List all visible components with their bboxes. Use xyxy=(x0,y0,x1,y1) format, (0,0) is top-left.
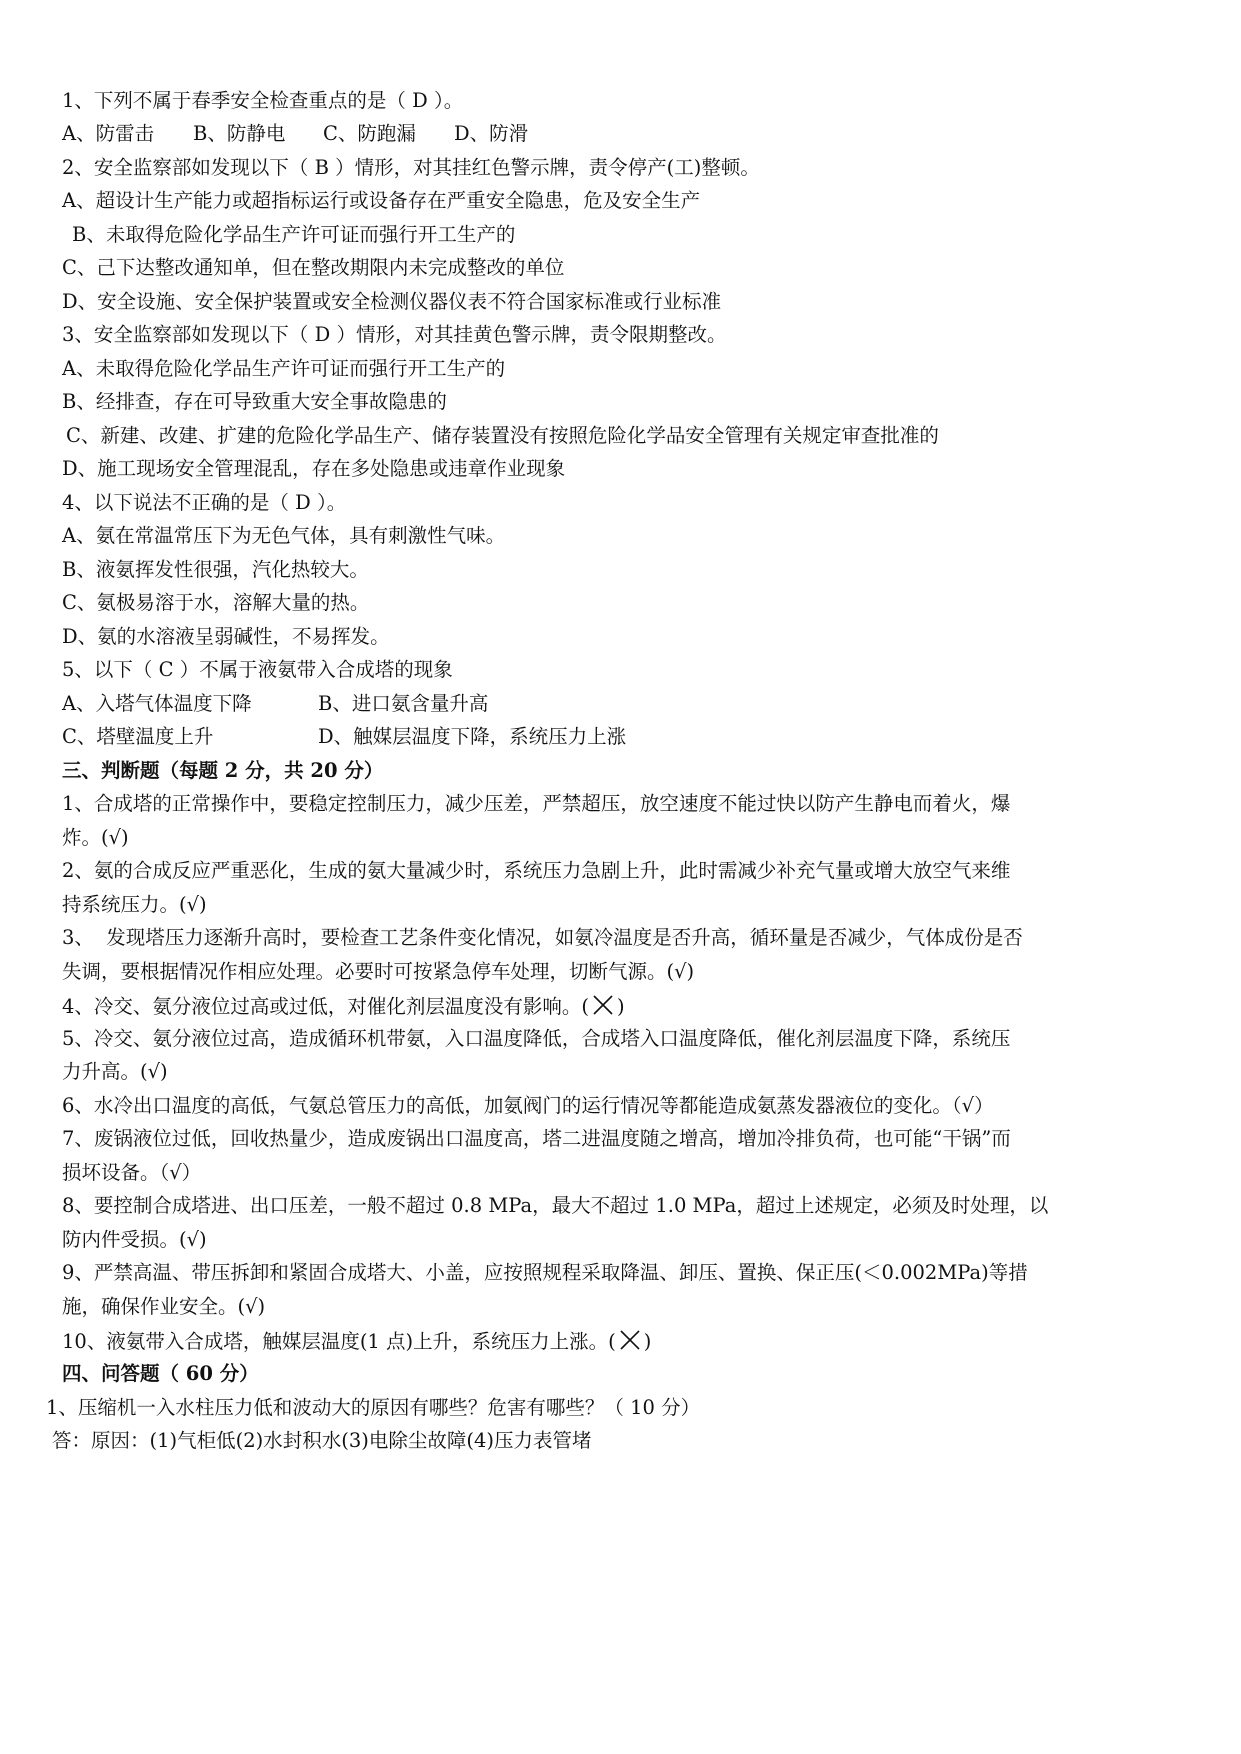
q5-option-d: D、触媒层温度下降，系统压力上涨 xyxy=(318,725,627,748)
tf4-line xyxy=(62,993,625,1019)
q2-question: 2、安全监察部如发现以下（ B ）情形，对其挂红色警示牌，责令停产(工)整顿。 xyxy=(62,156,760,179)
q1-option-b: B、防静电 xyxy=(193,122,286,145)
q1-option-c: C、防跑漏 xyxy=(323,122,416,145)
q4-option-b: B、液氨挥发性很强，汽化热较大。 xyxy=(62,558,369,581)
tf3-line2: 失调，要根据情况作相应处理。必要时可按紧急停车处理，切断气源。(√) xyxy=(62,960,695,983)
tf4-text: 4、冷交、氨分液位过高或过低，对催化剂层温度没有影响。( xyxy=(62,995,590,1018)
q3-question: 3、安全监察部如发现以下（ D ）情形，对其挂黄色警示牌，责令限期整改。 xyxy=(62,323,727,346)
tf7-line1: 7、废锅液位过低，回收热量少，造成废锅出口温度高，塔二进温度随之增高，增加冷排负荷，也可能“干锅”而 xyxy=(62,1127,1011,1150)
tf10-close-paren: ) xyxy=(643,1330,652,1353)
q5-question: 5、以下（ C ）不属于液氨带入合成塔的现象 xyxy=(62,658,453,681)
cross-mark-icon xyxy=(591,993,615,1017)
tf6-line: 6、水冷出口温度的高低，气氨总管压力的高低，加氨阀门的运行情况等都能造成氨蒸发器液位的变化。（√） xyxy=(62,1094,994,1117)
tf10-line xyxy=(62,1328,651,1354)
q1-option-d: D、防滑 xyxy=(454,122,529,145)
q2-option-c: C、己下达整改通知单，但在整改期限内未完成整改的单位 xyxy=(62,256,565,279)
tf9-line2: 施，确保作业安全。(√) xyxy=(62,1295,266,1318)
section4-heading: 四、问答题（ 60 分） xyxy=(62,1362,259,1385)
q4-question: 4、以下说法不正确的是（ D ）。 xyxy=(62,491,347,514)
q3-option-d: D、施工现场安全管理混乱，存在多处隐患或违章作业现象 xyxy=(62,457,566,480)
q5-option-b: B、进口氨含量升高 xyxy=(318,692,489,715)
q4-option-a: A、氨在常温常压下为无色气体，具有刺激性气味。 xyxy=(62,524,506,547)
tf2-line2: 持系统压力。(√) xyxy=(62,893,207,916)
tf4-close-paren: ) xyxy=(617,995,625,1018)
q2-option-b: B、未取得危险化学品生产许可证而强行开工生产的 xyxy=(72,223,516,246)
q1-question: 1、下列不属于春季安全检查重点的是（ D ）。 xyxy=(62,89,464,112)
q2-option-a: A、超设计生产能力或超指标运行或设备存在严重安全隐患，危及安全生产 xyxy=(62,189,701,212)
q3-option-b: B、经排查，存在可导致重大安全事故隐患的 xyxy=(62,390,447,413)
q1-option-a: A、防雷击 xyxy=(62,122,155,145)
tf8-line2: 防内件受损。(√) xyxy=(62,1228,207,1251)
tf10-text: 10、液氨带入合成塔，触媒层温度(1 点)上升，系统压力上涨。( xyxy=(62,1330,616,1353)
qa1-answer: 答：原因：(1)气柜低(2)水封积水(3)电除尘故障(4)压力表管堵 xyxy=(52,1429,592,1452)
tf5-line2: 力升高。(√) xyxy=(62,1060,168,1083)
tf3-line1: 3、 发现塔压力逐渐升高时，要检查工艺条件变化情况，如氨冷温度是否升高，循环量是否减少，气体成份是否 xyxy=(62,926,1023,949)
q3-option-a: A、未取得危险化学品生产许可证而强行开工生产的 xyxy=(62,357,506,380)
q5-option-c: C、塔壁温度上升 xyxy=(62,725,214,748)
tf9-line1: 9、严禁高温、带压拆卸和紧固合成塔大、小盖，应按照规程采取降温、卸压、置换、保正压(＜0.002MPa)等措 xyxy=(62,1261,1028,1284)
tf1-line1: 1、合成塔的正常操作中，要稳定控制压力，减少压差，严禁超压，放空速度不能过快以防产生静电而着火，爆 xyxy=(62,792,1011,815)
section3-heading: 三、判断题（每题 2 分，共 20 分） xyxy=(62,759,384,782)
cross-mark-icon xyxy=(618,1328,642,1352)
tf8-line1: 8、要控制合成塔进、出口压差，一般不超过 0.8 MPa，最大不超过 1.0 MPa，超过上述规定，必须及时处理，以 xyxy=(62,1194,1049,1217)
q4-option-d: D、氨的水溶液呈弱碱性，不易挥发。 xyxy=(62,625,390,648)
tf2-line1: 2、氨的合成反应严重恶化，生成的氨大量减少时，系统压力急剧上升，此时需减少补充气量或增大放空气来维 xyxy=(62,859,1011,882)
q5-option-a: A、入塔气体温度下降 xyxy=(62,692,252,715)
q4-option-c: C、氨极易溶于水，溶解大量的热。 xyxy=(62,591,370,614)
qa1-question: 1、压缩机一入水柱压力低和波动大的原因有哪些？危害有哪些？（ 10 分） xyxy=(46,1396,701,1419)
tf5-line1: 5、冷交、氨分液位过高，造成循环机带氨，入口温度降低，合成塔入口温度降低，催化剂层温度下降，系统压 xyxy=(62,1027,1011,1050)
tf1-line2: 炸。(√) xyxy=(62,826,129,849)
q3-option-c: C、新建、改建、扩建的危险化学品生产、储存装置没有按照危险化学品安全管理有关规定审查批准的 xyxy=(66,424,939,447)
q2-option-d: D、安全设施、安全保护装置或安全检测仪器仪表不符合国家标准或行业标准 xyxy=(62,290,722,313)
tf7-line2: 损坏设备。（√） xyxy=(62,1161,202,1184)
